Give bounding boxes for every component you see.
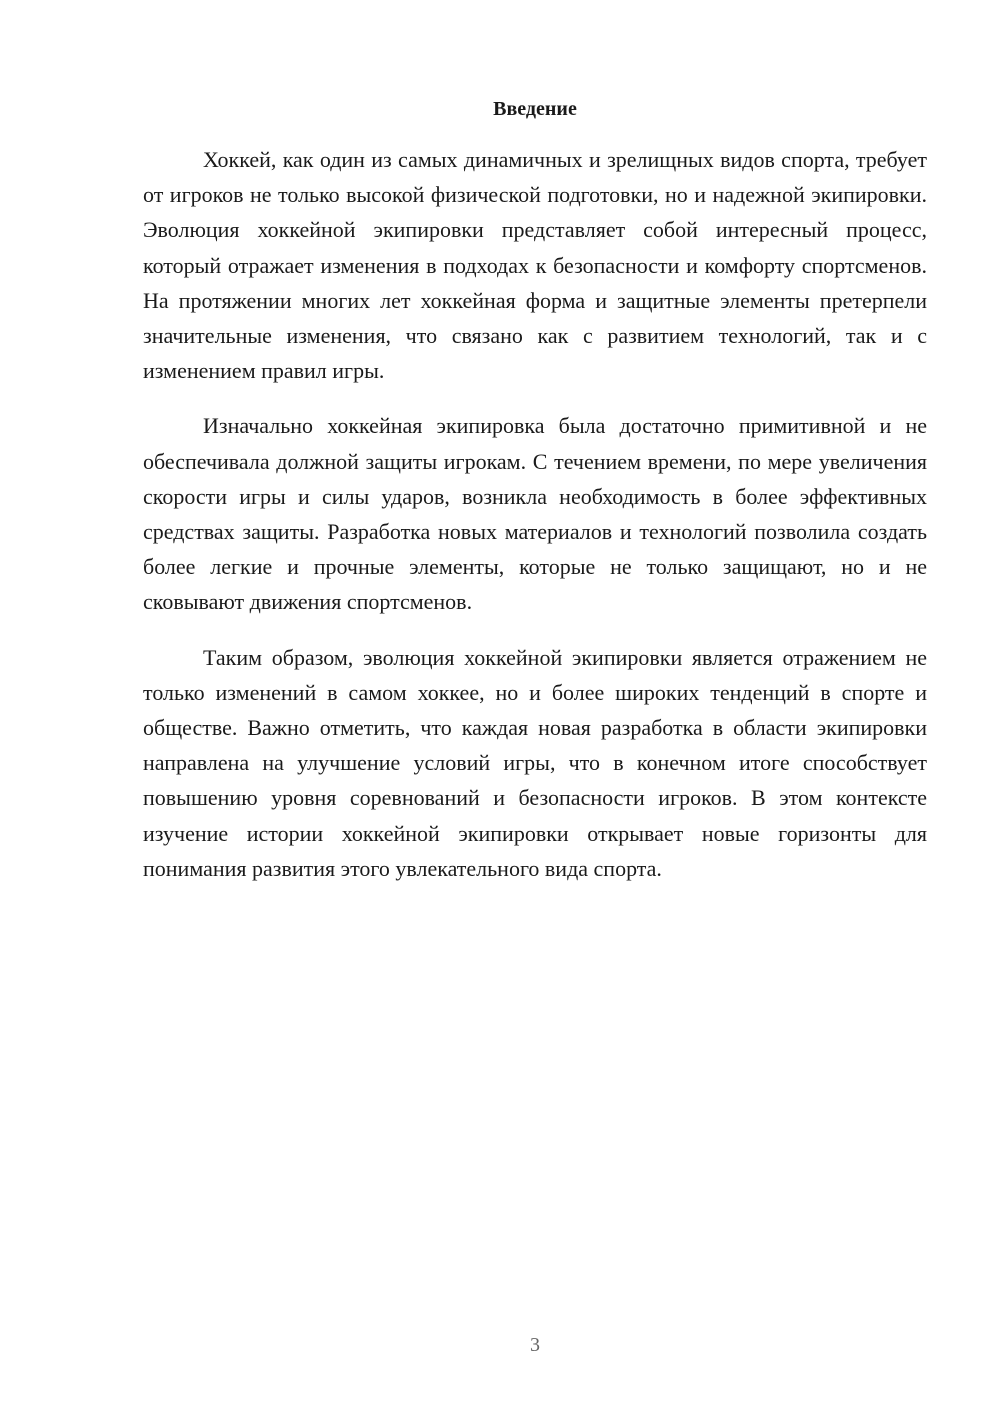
page-number: 3 bbox=[530, 1334, 540, 1356]
paragraph-1: Хоккей, как один из самых динамичных и зрелищных видов спорта, требует от игроков не только высокой физической подготовки, но и надежной экипировки. Эволюция хоккейной экипировки представляет собой интересный процесс, который отражает изменения в подходах к безопасности и комфорту спортсменов. На протяжении многих лет хоккейная форма и защитные элементы претерпели значительные изменения, что связано как с развитием технологий, так и с изменением правил игры. bbox=[143, 147, 927, 384]
body-text bbox=[143, 142, 927, 906]
section-heading: Введение bbox=[493, 98, 577, 120]
paragraph-3: Таким образом, эволюция хоккейной экипировки является отражением не только изменений в самом хоккее, но и более широких тенденций в спорте и обществе. Важно отметить, что каждая новая разработка в области экипировки направлена на улучшение условий игры, что в конечном итоге способствует повышению уровня соревнований и безопасности игроков. В этом контексте изучение истории хоккейной экипировки открывает новые горизонты для понимания развития этого увлекательного вида спорта. bbox=[143, 644, 927, 881]
paragraph-2: Изначально хоккейная экипировка была достаточно примитивной и не обеспечивала должной защиты игрокам. С течением времени, по мере увеличения скорости игры и силы ударов, возникла необходимость в более эффективных средствах защиты. Разработка новых материалов и технологий позволила создать более легкие и прочные элементы, которые не только защищают, но и не сковывают движения спортсменов. bbox=[143, 413, 927, 615]
